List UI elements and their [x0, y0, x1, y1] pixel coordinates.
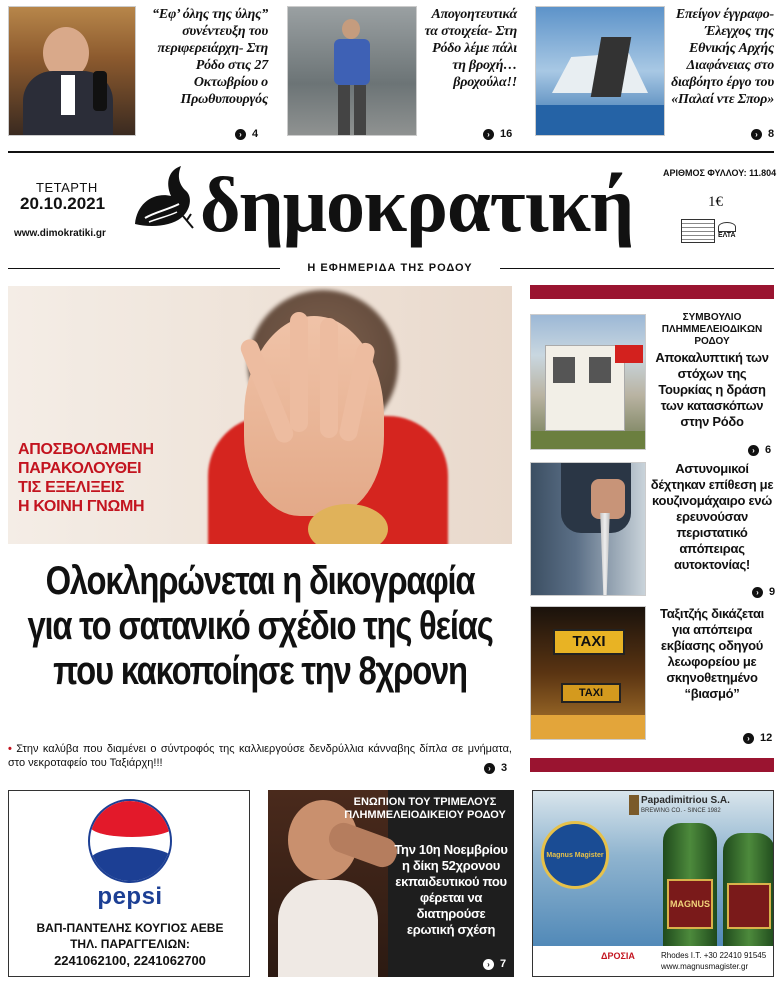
teaser-photo-stadium[interactable] — [535, 6, 665, 136]
court-text: Την 10η Νοεμβρίου η δίκη 52χρονου εκπαιδευτικού που φέρεται να διατηρούσε ερωτική σχέση — [394, 842, 508, 937]
pepsi-line2: ΤΗΛ. ΠΑΡΑΓΓΕΛΙΩΝ: — [70, 937, 190, 951]
main-summary — [8, 742, 512, 770]
pepsi-ad[interactable] — [8, 790, 250, 977]
teaser-page-rain: › 16 — [483, 128, 512, 140]
headline-line: Ολοκληρώνεται η δικογραφία — [45, 559, 475, 603]
side-top-bar — [530, 285, 774, 299]
court-page: › 7 — [483, 958, 506, 970]
teaser-page-stadium: › 8 — [751, 128, 774, 140]
arrow-icon: › — [751, 129, 762, 140]
arrow-icon: › — [483, 959, 494, 970]
headline-line: που κακοποίησε την 8χρονη — [53, 649, 467, 693]
masthead-price: 1€ — [708, 194, 723, 210]
side-text-taxi[interactable]: Ταξιτζής δικάζεται για απόπειρα εκβίασης οδηγού λεωφορείου με σκηνοθετημένο “βιασμό” — [660, 606, 764, 701]
teaser-page-governor: › 4 — [235, 128, 258, 140]
pepsi-line1: ΒΑΠ-ΠΑΝΤΕΛΗΣ ΚΟΥΓΙΟΣ ΑΕΒΕ — [36, 921, 224, 935]
postal-stamp-box — [681, 219, 715, 243]
kicker-line: ΠΑΡΑΚΟΛΟΥΘΕΙ — [18, 460, 142, 477]
arrow-icon: › — [235, 129, 246, 140]
masthead-title: δημοκρατική — [200, 161, 634, 248]
side-bottom-bar — [530, 758, 774, 772]
teaser-photo-rain[interactable] — [287, 6, 417, 136]
side-photo-taxi[interactable]: TAXI TAXI — [530, 606, 646, 740]
main-kicker — [18, 440, 154, 516]
side-photo-knife[interactable] — [530, 462, 646, 596]
bullet-icon: • — [8, 743, 12, 755]
elta-logo-icon: ΕΛΤΑ — [718, 222, 742, 240]
headline-line: για το σατανικό σχέδιο της θείας — [27, 604, 493, 648]
beer-bottle-left: MAGNUS — [663, 823, 717, 973]
arrow-icon: › — [483, 129, 494, 140]
mp-logo-icon — [629, 795, 639, 815]
side-text-knife[interactable]: Αστυνομικοί δέχτηκαν επίθεση με κουζινομάχαιρο ενώ ερευνούσαν περιστατικό απόπειρας αυτοκτονίας! — [650, 461, 774, 572]
teaser-photo-governor[interactable] — [8, 6, 136, 136]
main-headline[interactable] — [0, 554, 580, 699]
drosia-logo: ΔΡΟΣΙΑ — [601, 951, 635, 961]
arrow-icon: › — [743, 733, 754, 744]
side-page-knife: › 9 — [752, 586, 775, 598]
pepsi-brand: pepsi — [97, 883, 163, 910]
pepsi-line3: 2241062100, 2241062700 — [54, 953, 206, 968]
side-text-spies[interactable]: Αποκαλυπτική των στόχων της Τουρκίας η δράση των κατασκόπων στην Ρόδο — [655, 350, 769, 429]
arrow-icon: › — [484, 763, 495, 774]
kicker-line: ΑΠΟΣΒΟΛΩΜΕΝΗ — [18, 441, 154, 458]
masthead-subtitle: Η ΕΦΗΜΕΡΙΔΑ ΤΗΣ ΡΟΔΟΥ — [307, 262, 473, 274]
court-label: ΕΝΩΠΙΟΝ ΤΟΥ ΤΡΙΜΕΛΟΥΣ ΠΛΗΜΜΕΛΕΙΟΔΙΚΕΙΟΥ ΡΟΔΟΥ — [344, 796, 506, 821]
magnus-brand: Papadimitriou S.A. — [641, 795, 730, 806]
masthead-website[interactable]: www.dimokratiki.gr — [14, 228, 106, 239]
magnus-web[interactable]: www.magnusmagister.gr — [661, 962, 749, 971]
magnus-sub: BREWING CO. - SINCE 1982 — [641, 808, 721, 814]
teaser-text-stadium[interactable]: Επείγον έγγραφο- Έλεγχος της Εθνικής Αρχής Διαφάνειας στο διαβόητο έργο του «Παλαί ντε Σπορ» — [671, 7, 774, 107]
arrow-icon: › — [752, 587, 763, 598]
magnus-badge: Magnus Magister — [541, 821, 609, 889]
pepsi-globe-icon — [88, 799, 172, 883]
kicker-line: ΤΙΣ ΕΞΕΛΙΞΕΙΣ — [18, 479, 125, 496]
masthead-day: ΤΕΤΑΡΤΗ — [36, 180, 98, 195]
kicker-line: Η ΚΟΙΝΗ ΓΝΩΜΗ — [18, 498, 145, 515]
arrow-icon: › — [748, 445, 759, 456]
top-rule — [8, 151, 774, 153]
main-page: › 3 — [484, 762, 507, 774]
teaser-text-governor[interactable]: “Εφ’ όλης της ύλης” συνέντευξη του περιφερειάρχη- Στη Ρόδο στις 27 Οκτωβρίου ο Πρωθυπουργός — [152, 7, 268, 107]
dove-logo-icon — [127, 162, 197, 240]
teaser-text-rain[interactable]: Απογοητευτικά τα στοιχεία- Στη Ρόδο λέμε πάλι τη βροχή… βροχούλα!! — [424, 7, 517, 90]
magnus-ad[interactable] — [532, 790, 774, 977]
masthead-rule-right — [500, 268, 774, 269]
masthead-issue: ΑΡΙΘΜΟΣ ΦΥΛΛΟΥ: 11.804 — [663, 168, 777, 178]
side-page-taxi: › 12 — [743, 732, 772, 744]
magnus-contact: Rhodes I.T. +30 22410 91545 — [661, 951, 767, 960]
side-photo-spies[interactable] — [530, 314, 646, 450]
side-label-spies: ΣΥΜΒΟΥΛΙΟ ΠΛΗΜΜΕΛΕΙΟΔΙΚΩΝ ΡΟΔΟΥ — [661, 312, 763, 347]
main-summary-text: Στην καλύβα που διαμένει ο σύντροφός της καλλιεργούσε δενδρύλλια κάνναβης δίπλα σε μνήματα, στο νεκροταφείο του Ταξιάρχη!!! — [8, 743, 512, 769]
masthead-rule-left — [8, 268, 280, 269]
masthead-date: 20.10.2021 — [20, 194, 106, 213]
side-page-spies: › 6 — [748, 444, 771, 456]
